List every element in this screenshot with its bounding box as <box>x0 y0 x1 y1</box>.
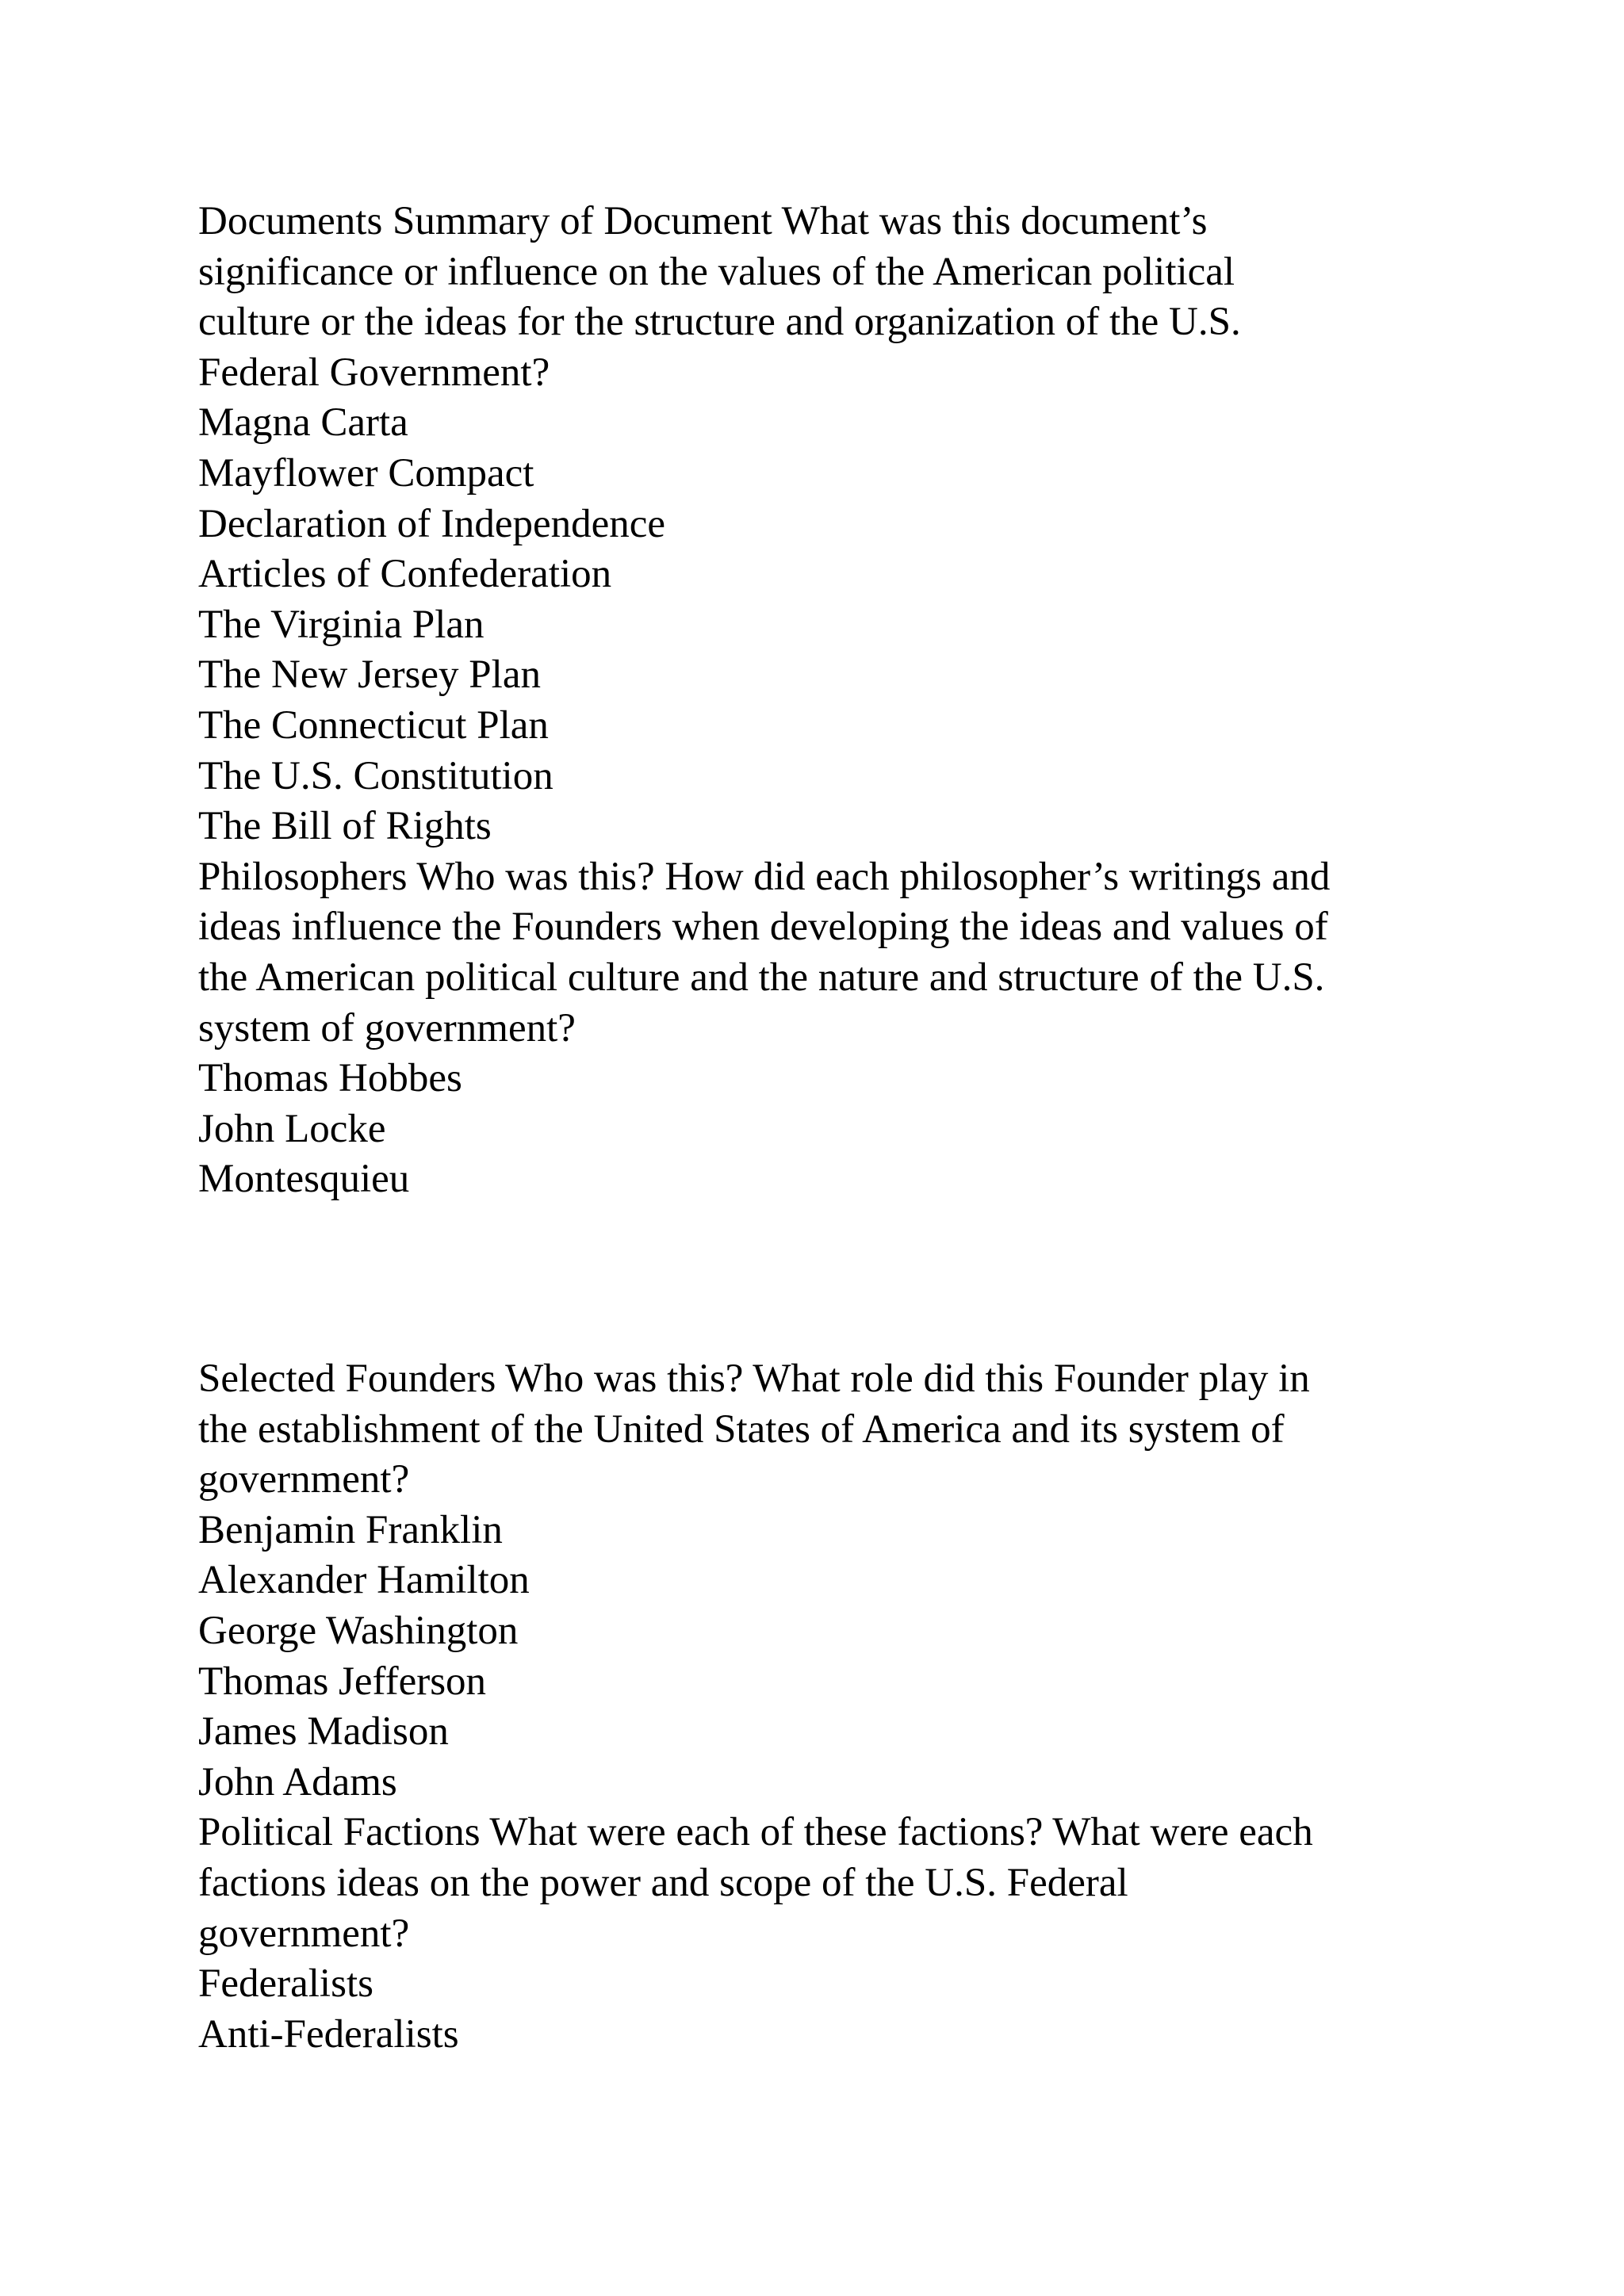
founder-item: George Washington <box>198 1608 519 1653</box>
philosophers-header-line: Philosophers Who was this? How did each philosopher’s writings and <box>198 854 1331 899</box>
documents-header-line: Federal Government? <box>198 350 550 395</box>
document-item: Articles of Confederation <box>198 552 612 597</box>
founder-item: Benjamin Franklin <box>198 1507 503 1552</box>
text-block-upper <box>198 197 1443 1205</box>
factions-header-line: factions ideas on the power and scope of the U.S. Federal <box>198 1860 1128 1905</box>
faction-item: Anti-Federalists <box>198 2011 459 2057</box>
faction-item: Federalists <box>198 1961 373 2007</box>
document-item: The Bill of Rights <box>198 804 492 849</box>
document-item: The New Jersey Plan <box>198 652 541 698</box>
factions-header-line: Political Factions What were each of these factions? What were each <box>198 1810 1313 1855</box>
founders-header-line: the establishment of the United States of America and its system of <box>198 1406 1285 1452</box>
documents-header-line: Documents Summary of Document What was this document’s <box>198 199 1208 243</box>
philosophers-header-line: system of government? <box>198 1005 576 1050</box>
document-item: The Virginia Plan <box>198 602 485 647</box>
documents-header-line: significance or influence on the values of the American political <box>198 249 1235 294</box>
philosophers-header-line: the American political culture and the nature and structure of the U.S. <box>198 955 1325 1000</box>
philosopher-item: Thomas Hobbes <box>198 1056 462 1101</box>
founder-item: James Madison <box>198 1709 449 1755</box>
founder-item: Thomas Jefferson <box>198 1659 487 1704</box>
document-item: Mayflower Compact <box>198 450 534 496</box>
document-item: Declaration of Independence <box>198 501 666 546</box>
document-item: The U.S. Constitution <box>198 753 553 798</box>
document-item: The Connecticut Plan <box>198 702 549 748</box>
factions-header-line: government? <box>198 1911 410 1956</box>
philosopher-item: John Locke <box>198 1106 386 1151</box>
text-block-lower <box>198 1354 1443 2060</box>
founder-item: John Adams <box>198 1759 397 1804</box>
philosophers-header-line: ideas influence the Founders when developing the ideas and values of <box>198 905 1328 950</box>
founders-header-line: Selected Founders Who was this? What role did this Founder play in <box>198 1357 1310 1401</box>
documents-header-line: culture or the ideas for the structure and organization of the U.S. <box>198 300 1241 345</box>
philosopher-item: Montesquieu <box>198 1157 410 1202</box>
founder-item: Alexander Hamilton <box>198 1558 530 1603</box>
founders-header-line: government? <box>198 1457 410 1502</box>
document-item: Magna Carta <box>198 400 408 446</box>
